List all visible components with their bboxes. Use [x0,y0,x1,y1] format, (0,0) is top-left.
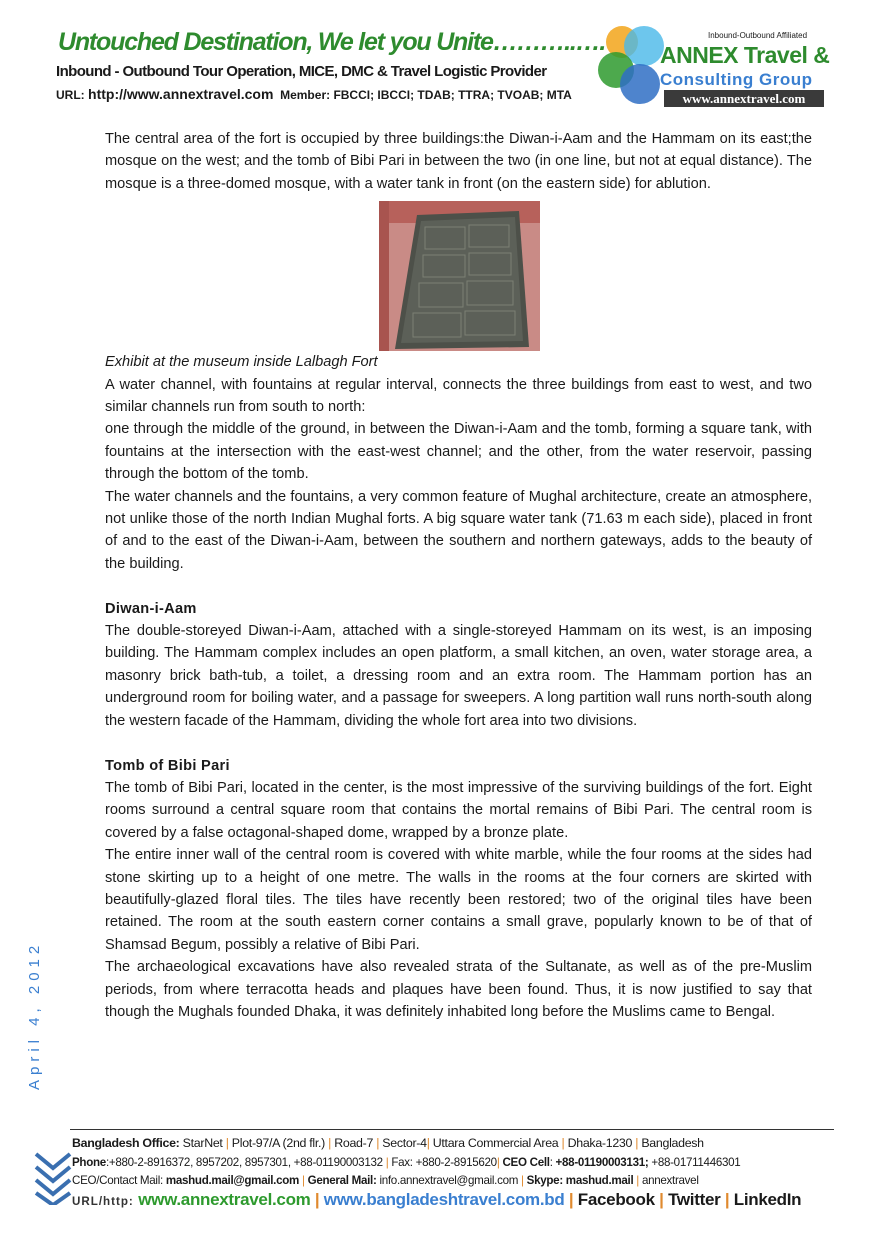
services-line: Inbound - Outbound Tour Operation, MICE, DMC & Travel Logistic Provider [56,63,547,80]
tagline: Untouched Destination, We let you Unite………..…. [58,28,606,56]
footer-url-label: URL/http: [72,1195,134,1208]
tomb-paragraph-2: The entire inner wall of the central room is covered with white marble, while the four rooms at the sides had stone skirting up to a height of one metre. The walls in the rooms at the four corners are skirted with beautifully-glazed floral tiles. The tiles have recently been restored; two of the original tiles have been retained. The room at the south eastern corner contains a small grave, popularly known to be of that of Shamsad Begum, possibly a relative of Bibi Pari. [105,847,812,953]
footer-link-annextravel[interactable]: www.annextravel.com [138,1190,311,1209]
paragraph-1: A water channel, with fountains at regular interval, connects the three buildings from east to west, and two similar channels run from south to north: [105,376,812,416]
tomb-paragraph-3: The archaeological excavations have also revealed strata of the Sultanate, as well as of the pre-Muslim periods, from where terracotta heads and plaques have been found. Thus, it is now justified to say that though the Mughals founded Dhaka, it was definitely inhabited long before the Muslims came to Bengal. [105,959,812,1020]
ceo-mail-label: CEO/Contact Mail: [72,1174,163,1187]
header-url-line [56,86,572,102]
office-part: Uttara Commercial Area [432,1136,559,1150]
footer-mail-line: CEO/Contact Mail: mashud.mail@gmail.com | General Mail: info.annextravel@gmail.com | Skype: mashud.mail | annextravel [72,1174,699,1187]
logo-name: ANNEX Travel & [660,42,830,68]
footer-link-bangladeshtravel[interactable]: www.bangladeshtravel.com.bd [323,1190,565,1209]
logo-circle-blue [620,64,660,104]
document-body [105,128,812,1023]
logo-subtitle: Consulting Group [660,70,813,89]
skype-extra: annextravel [641,1174,699,1187]
membership-text: Member: FBCCI; IBCCI; TDAB; TTRA; TVOAB; MTA [280,88,572,102]
paragraph-2: one through the middle of the ground, in between the Diwan-i-Aam and the tomb, forming a square tank, with fountains at the intersection with the east-west channel; and the other, from the water reservoir, passing through the bottom of the tomb. [105,421,812,483]
ceo-cell-number: +88-01190003131; [555,1156,649,1169]
phone-label: Phone [72,1156,106,1169]
footer-divider [70,1129,834,1130]
side-date: April 4, 2012 [26,940,43,1090]
footer-links-line: URL/http: www.annextravel.com | www.bangladeshtravel.com.bd | Facebook | Twitter | LinkedIn [72,1190,802,1209]
office-part: StarNet [182,1136,223,1150]
facebook-link[interactable]: Facebook [577,1190,655,1209]
heading-diwan-i-aam: Diwan-i-Aam [105,600,197,617]
heading-tomb-bibi-pari: Tomb of Bibi Pari [105,757,230,774]
general-mail-label: General Mail: [307,1174,377,1187]
office-part: Road-7 [334,1136,374,1150]
paragraph-3: The water channels and the fountains, a very common feature of Mughal architecture, create an atmosphere, not unlike those of the north Indian Mughal forts. A big square water tank (71.63 m each side), placed in front of and to the east of the Diwan-i-Aam, between the southern and northern gateways, adds to the beauty of the building. [105,488,812,572]
footer-phone-line: Phone:+880-2-8916372, 8957202, 8957301, +88-01190003132 | Fax: +880-2-8915620| CEO Cell: +88-01190003131; +88-01711446301 [72,1156,741,1169]
office-part: Bangladesh [641,1136,704,1150]
phone-numbers: :+880-2-8916372, 8957202, 8957301, +88-01190003132 [105,1156,383,1169]
ceo-mail[interactable]: mashud.mail@gmail.com [165,1174,300,1187]
footer-office-line: Bangladesh Office: StarNet | Plot-97/A (2nd flr.) | Road-7 | Sector-4| Uttara Commercial Area | Dhaka-1230 | Bangladesh [72,1136,704,1150]
skype-id: Skype: mashud.mail [526,1174,634,1187]
office-part: Plot-97/A (2nd flr.) [231,1136,325,1150]
ceo-cell-extra: +88-01711446301 [648,1156,741,1169]
url-label: URL: [56,88,85,102]
logo-url: www.annextravel.com [664,90,824,107]
office-part: Sector-4 [382,1136,427,1150]
twitter-link[interactable]: Twitter [668,1190,721,1209]
diwan-paragraph: The double-storeyed Diwan-i-Aam, attached with a single-storeyed Hammam on its west, is an imposing building. The Hammam complex includes an open platform, a small kitchen, an oven, water storage area, a masonry brick bath-tub, a toilet, a dressing room and an extra room. The Hammam portion has an underground room for boiling water, and a passage for sweepers. A long partition wall runs north-south along the western facade of the Hammam, dividing the whole fort area into two divisions. [105,623,812,729]
header-url-link[interactable]: http://www.annextravel.com [88,86,274,102]
tomb-paragraph-1: The tomb of Bibi Pari, located in the center, is the most impressive of the surviving buildings of the fort. Eight rooms surround a central square room that contains the mortal remains of Bibi Pari. The central room is covered by a false octagonal-shaped dome, wrapped by a bronze plate. [105,779,812,841]
museum-exhibit-photo [379,201,540,351]
office-label: Bangladesh Office: [72,1136,180,1150]
ceo-cell-label: CEO Cell [502,1156,550,1169]
figure-caption: Exhibit at the museum inside Lalbagh Fort [105,354,378,371]
logo-affiliation: Inbound-Outbound Affiliated [708,31,808,40]
general-mail[interactable]: info.annextravel@gmail.com [379,1174,519,1187]
chevron-down-icon [34,1150,72,1205]
office-part: Dhaka-1230 [567,1136,633,1150]
linkedin-link[interactable]: LinkedIn [733,1190,802,1209]
fax-number: Fax: +880-2-8915620 [391,1156,497,1169]
intro-paragraph: The central area of the fort is occupied by three buildings:the Diwan-i-Aam and the Hammam on its east;the mosque on the west; and the tomb of Bibi Pari in between the two (in one line, but not at equal distance). The mosque is a three-domed mosque, with a water tank in front (on the eastern side) for ablution. [105,131,812,192]
